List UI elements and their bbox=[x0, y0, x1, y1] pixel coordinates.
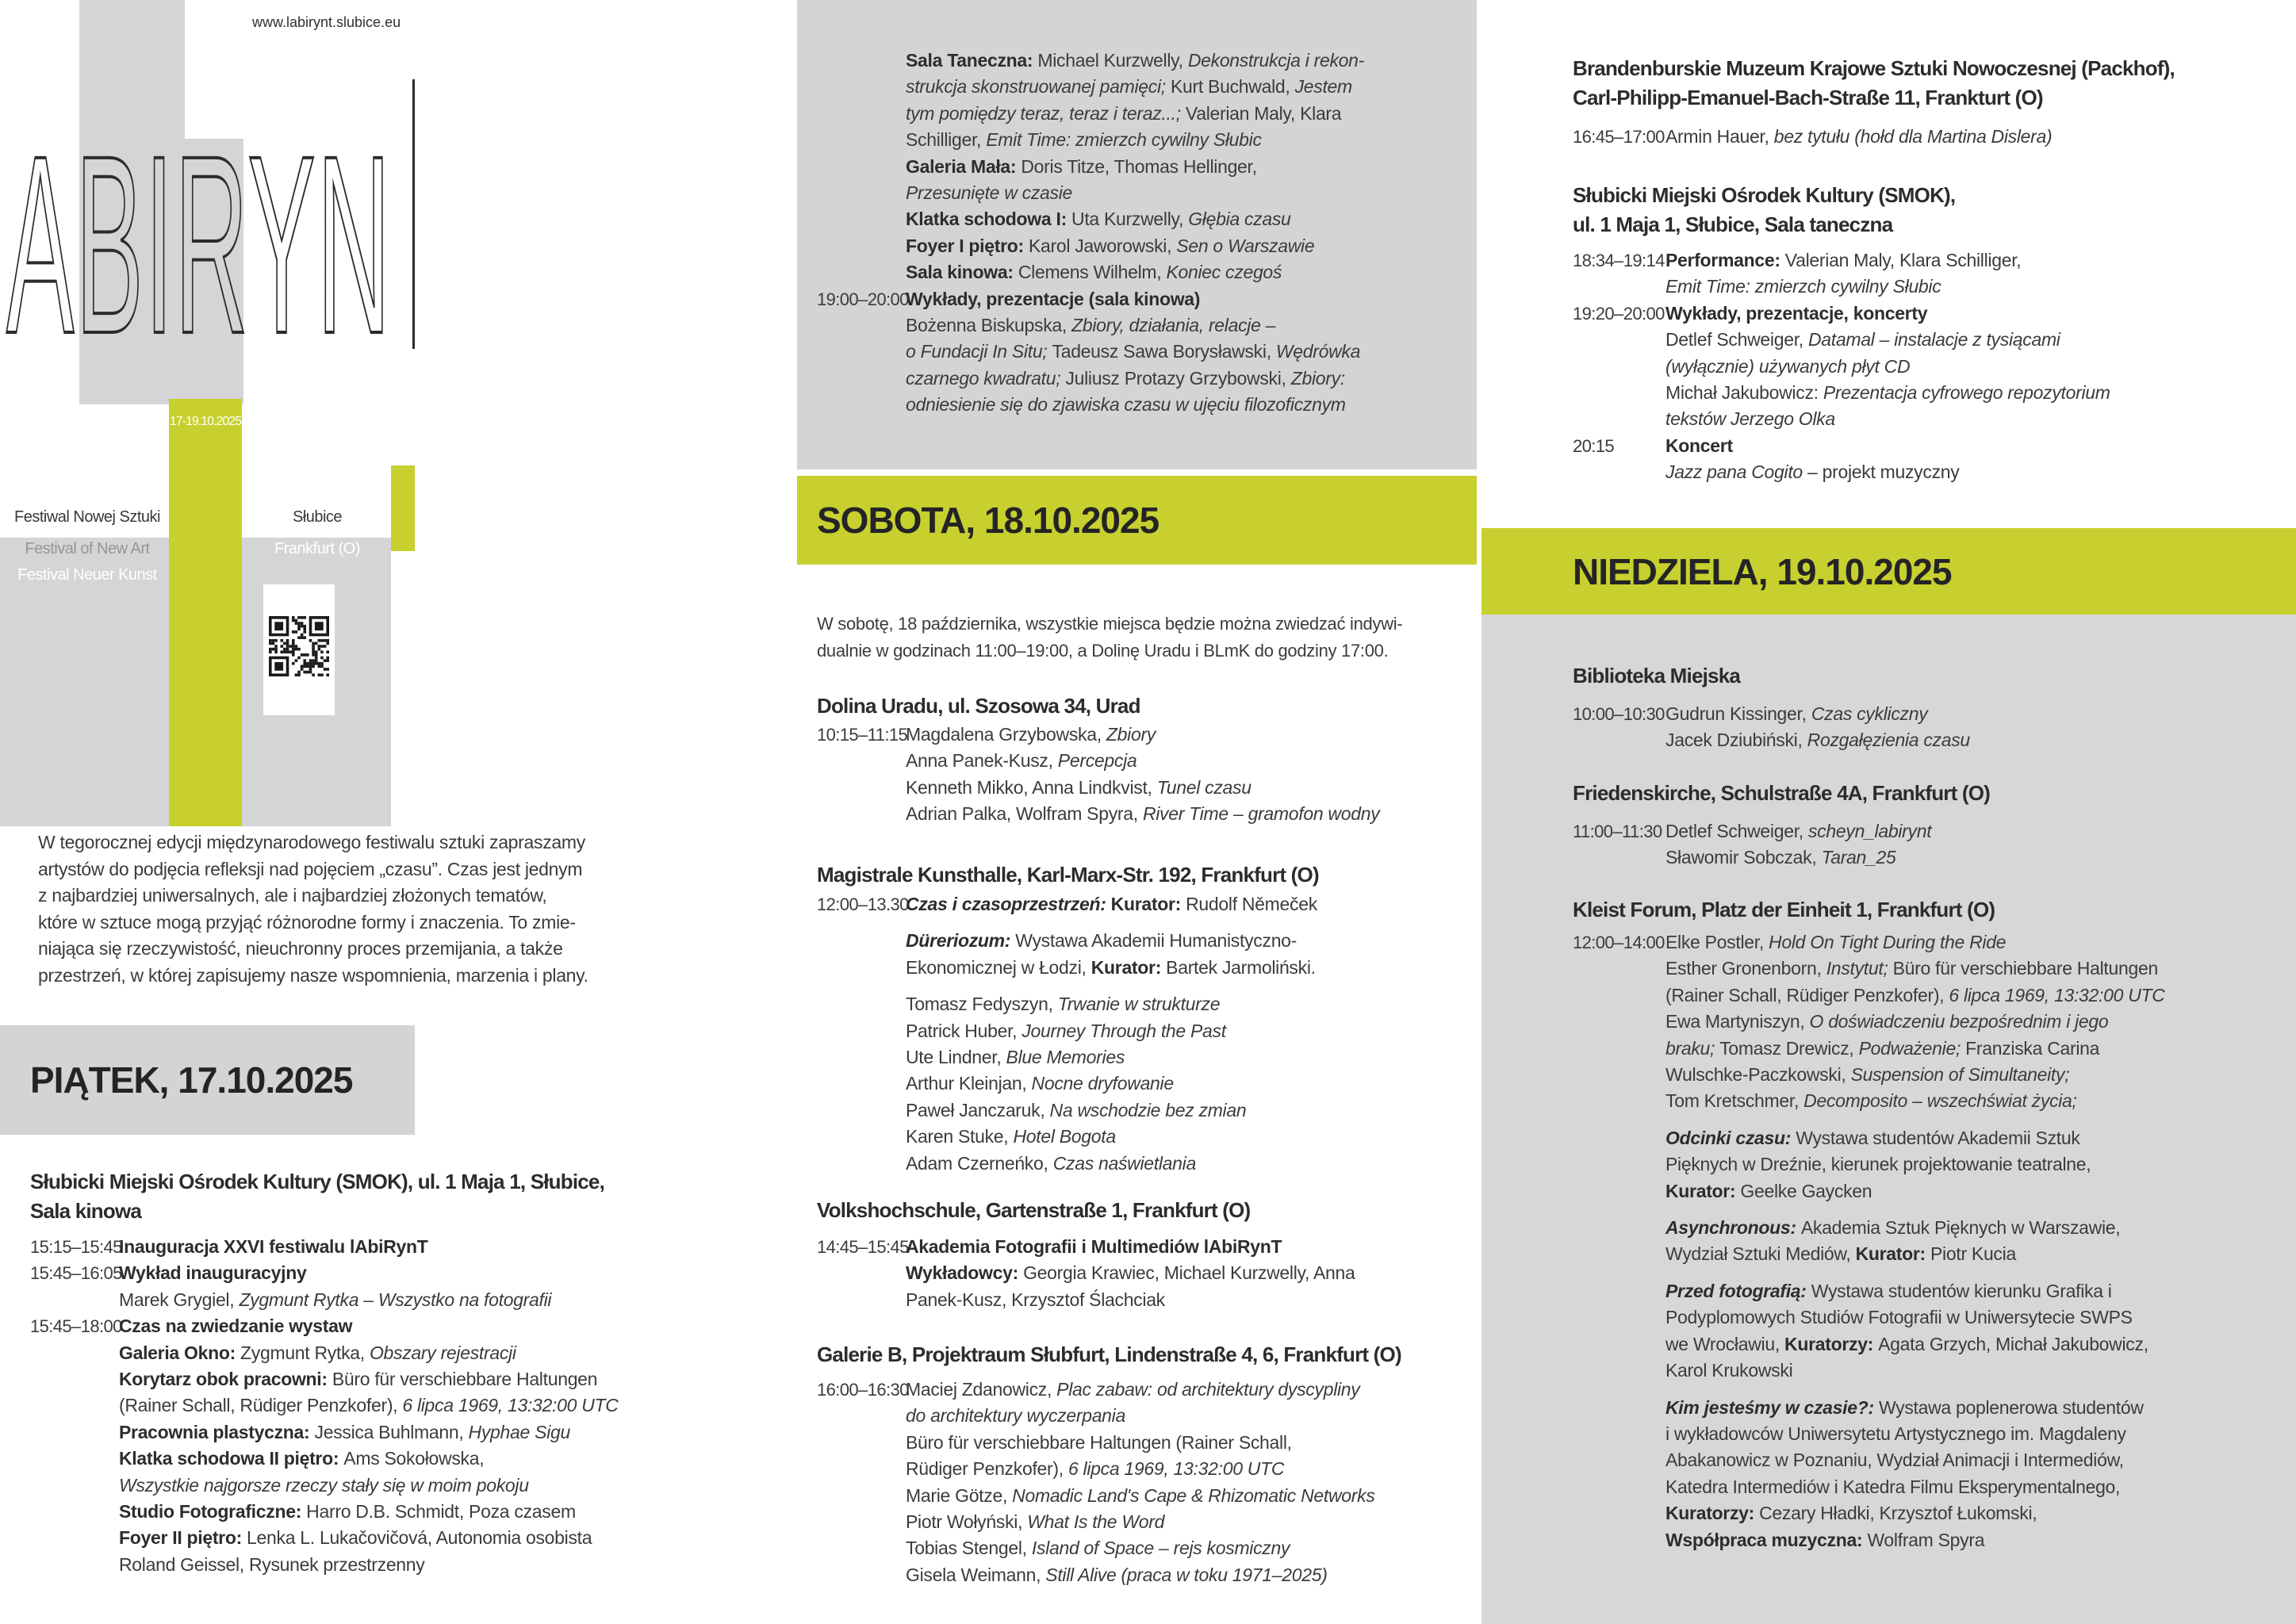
event-description: Adam Czerneńko, Czas naświetlania bbox=[906, 1152, 1196, 1174]
website-url: www.labirynt.slubice.eu bbox=[252, 14, 401, 30]
schedule-row bbox=[1573, 1178, 2165, 1205]
time-label: 15:45–18:00 bbox=[30, 1316, 122, 1337]
event-description: Wykłady, prezentacje, koncerty bbox=[1665, 302, 1928, 324]
schedule-row bbox=[1573, 982, 2165, 1009]
event-description: Galeria Mała: Doris Titze, Thomas Hellinger, bbox=[906, 155, 1257, 177]
event-description: braku; Tomasz Drewicz, Podważenie; Franziska Carina bbox=[1665, 1037, 2100, 1059]
schedule-row bbox=[1573, 354, 2110, 380]
event-description: Studio Fotograficzne: Harro D.B. Schmidt, Poza czasem bbox=[119, 1501, 576, 1522]
schedule-row bbox=[1573, 327, 2110, 353]
time-label: 19:20–20:00 bbox=[1573, 303, 1665, 324]
friday-band bbox=[0, 1025, 415, 1135]
time-label: 18:34–19:14 bbox=[1573, 251, 1665, 270]
schedule-row bbox=[817, 312, 1364, 339]
schedule-row bbox=[1573, 845, 1931, 871]
time-label: 10:00–10:30 bbox=[1573, 704, 1665, 724]
event-description: Gudrun Kissinger, Czas cykliczny bbox=[1665, 703, 1928, 724]
qr-code-icon bbox=[269, 616, 329, 676]
event-description: Tomasz Fedyszyn, Trwanie w strukturze bbox=[906, 994, 1221, 1015]
text-line: dualnie w godzinach 11:00–19:00, a Dolinę Uradu i BLmK do godziny 17:00. bbox=[817, 640, 1389, 661]
event-description: Paweł Janczaruk, Na wschodzie bez zmian bbox=[906, 1099, 1247, 1120]
time-label: 12:00–13.30 bbox=[817, 894, 909, 914]
schedule-row bbox=[1573, 956, 2165, 982]
event-description: Galeria Okno: Zygmunt Rytka, Obszary rejestracji bbox=[119, 1342, 516, 1363]
schedule-row bbox=[817, 1403, 1375, 1429]
event-description: Foyer II piętro: Lenka L. Lukačovičová, Autonomia osobista bbox=[119, 1527, 592, 1549]
event-description: do architektury wyczerpania bbox=[906, 1405, 1125, 1427]
event-description: Wszystkie najgorsze rzeczy stały się w moim pokoju bbox=[119, 1474, 529, 1496]
schedule-row bbox=[30, 1366, 619, 1392]
event-description: Współpraca muzyczna: Wolfram Spyra bbox=[1665, 1529, 1985, 1550]
logo-t-stem-icon bbox=[412, 79, 415, 349]
text-line: Słubicki Miejski Ośrodek Kultury (SMOK), bbox=[1573, 183, 1956, 207]
qr-code-box bbox=[263, 584, 335, 715]
schedule-row bbox=[30, 1525, 619, 1551]
schedule-row bbox=[817, 1044, 1317, 1071]
schedule-row bbox=[817, 1071, 1317, 1097]
schedule-row bbox=[817, 1535, 1375, 1561]
event-description: Przesunięte w czasie bbox=[906, 182, 1073, 204]
event-description: czarnego kwadratu; Juliusz Protazy Grzybowski, Zbiory: bbox=[906, 367, 1345, 389]
schedule-row bbox=[30, 1499, 619, 1525]
event-description: Odcinki czasu: Wystawa studentów Akademii Sztuk bbox=[1665, 1127, 2080, 1148]
schedule-row bbox=[817, 991, 1317, 1017]
dolina-uradu-schedule bbox=[817, 722, 1379, 828]
schedule-row bbox=[1573, 1421, 2165, 1447]
event-description: strukcja skonstruowanej pamięci; Kurt Buchwald, Jestem bbox=[906, 76, 1352, 98]
time-label: 15:45–16:05 bbox=[30, 1263, 122, 1284]
schedule-row bbox=[1573, 1395, 2165, 1421]
schedule-row bbox=[1573, 1088, 2165, 1114]
venue-dolina-uradu: Dolina Uradu, ul. Szosowa 34, Urad bbox=[817, 694, 1140, 718]
event-description: (Rainer Schall, Rüdiger Penzkofer), 6 lipca 1969, 13:32:00 UTC bbox=[119, 1395, 619, 1416]
schedule-row bbox=[1573, 1241, 2165, 1267]
text-line: Słubicki Miejski Ośrodek Kultury (SMOK), ul. 1 Maja 1, Słubice, bbox=[30, 1170, 605, 1193]
schedule-row bbox=[817, 74, 1364, 100]
event-description: Schilliger, Emit Time: zmierzch cywilny Słubic bbox=[906, 129, 1262, 151]
schedule-row bbox=[30, 1473, 619, 1499]
event-description: Esther Gronenborn, Instytut; Büro für verschiebbare Haltungen bbox=[1665, 958, 2158, 979]
schedule-row bbox=[1573, 380, 2110, 406]
event-description: tym pomiędzy teraz, teraz i teraz...; Valerian Maly, Klara bbox=[906, 102, 1342, 124]
event-description: Michał Jakubowicz: Prezentacja cyfrowego repozytorium bbox=[1665, 382, 2110, 404]
event-description: Piotr Wołyński, What Is the Word bbox=[906, 1511, 1165, 1533]
event-description: Elke Postler, Hold On Tight During the Ride bbox=[1665, 932, 2007, 952]
schedule-row bbox=[817, 286, 1364, 312]
event-description: Ewa Martyniszyn, O doświadczeniu bezpośrednim i jego bbox=[1665, 1011, 2109, 1032]
brandenburskie-schedule bbox=[1573, 124, 2052, 150]
decor-accent-square bbox=[391, 465, 415, 551]
text-line: niająca się rzeczywistość, nieuchronny proces przemijania, a także bbox=[38, 938, 563, 959]
schedule-row bbox=[1573, 1331, 2165, 1358]
event-description: Bożenna Biskupska, Zbiory, działania, relacje – bbox=[906, 315, 1276, 336]
event-description: Düreriozum: Wystawa Akademii Humanistyczno- bbox=[906, 930, 1297, 952]
event-description: (wyłącznie) używanych płyt CD bbox=[1665, 355, 1911, 377]
event-description: Karen Stuke, Hotel Bogota bbox=[906, 1126, 1116, 1147]
time-label: 11:00–11:30 bbox=[1573, 822, 1662, 841]
festival-name-pl: Festiwal Nowej Sztuki bbox=[13, 508, 160, 526]
smok-evening-schedule bbox=[1573, 247, 2110, 486]
schedule-row bbox=[1573, 727, 1970, 753]
venue-brandenburskie-muzeum bbox=[1573, 54, 2175, 113]
event-description: Marie Götze, Nomadic Land's Cape & Rhizomatic Networks bbox=[906, 1484, 1375, 1506]
event-description: Armin Hauer, bez tytułu (hołd dla Martina Dislera) bbox=[1665, 126, 2053, 147]
schedule-row bbox=[1573, 247, 2110, 274]
schedule-row bbox=[30, 1552, 619, 1578]
saturday-band bbox=[797, 476, 1477, 565]
event-description: Akademia Fotografii i Multimediów lAbiRynT bbox=[906, 1236, 1282, 1257]
time-label: 16:00–16:30 bbox=[817, 1380, 909, 1400]
event-description: Kenneth Mikko, Anna Lindkvist, Tunel czasu bbox=[906, 776, 1251, 798]
event-description: Podyplomowych Studiów Fotografii w Uniwersytecie SWPS bbox=[1665, 1307, 2133, 1328]
event-description: Detlef Schweiger, scheyn_labirynt bbox=[1665, 821, 1932, 841]
event-description: Ekonomicznej w Łodzi, Kurator: Bartek Jarmoliński. bbox=[906, 956, 1316, 978]
schedule-row bbox=[817, 801, 1379, 827]
schedule-row bbox=[1573, 1447, 2165, 1473]
friedenskirche-schedule bbox=[1573, 818, 1931, 871]
schedule-row bbox=[1573, 818, 1931, 845]
time-label: 12:00–14:00 bbox=[1573, 933, 1665, 952]
event-description: Klatka schodowa II piętro: Ams Sokołowska, bbox=[119, 1448, 485, 1469]
text-line: które w sztuce mogą przyjąć różnorodne formy i znaczenia. To zmie- bbox=[38, 911, 576, 933]
schedule-row bbox=[817, 1430, 1375, 1456]
schedule-row bbox=[1573, 1474, 2165, 1500]
schedule-row bbox=[30, 1446, 619, 1472]
schedule-row bbox=[817, 1287, 1355, 1313]
schedule-row bbox=[1573, 124, 2052, 150]
schedule-row bbox=[1573, 433, 2110, 459]
event-description: Magdalena Grzybowska, Zbiory bbox=[906, 724, 1156, 745]
event-description: Panek-Kusz, Krzysztof Ślachciak bbox=[906, 1289, 1165, 1310]
event-description: Przed fotografią: Wystawa studentów kierunku Grafika i bbox=[1665, 1280, 2112, 1301]
schedule-row bbox=[1573, 1215, 2165, 1241]
venue-kleist-forum: Kleist Forum, Platz der Einheit 1, Frankfurt (O) bbox=[1573, 898, 1995, 921]
schedule-row bbox=[1573, 1358, 2165, 1384]
galerie-b-schedule bbox=[817, 1377, 1375, 1588]
event-description: Büro für verschiebbare Haltungen (Rainer Schall, bbox=[906, 1431, 1292, 1453]
text-line: Carl-Philipp-Emanuel-Bach-Straße 11, Frankturt (O) bbox=[1573, 86, 2043, 109]
schedule-row bbox=[817, 775, 1379, 801]
schedule-row bbox=[817, 101, 1364, 127]
event-description: Adrian Palka, Wolfram Spyra, River Time – gramofon wodny bbox=[906, 803, 1380, 825]
venue-biblioteka-miejska: Biblioteka Miejska bbox=[1573, 664, 1741, 688]
event-description: Pięknych w Dreźnie, kierunek projektowanie teatralne, bbox=[1665, 1154, 2091, 1175]
sunday-title: NIEDZIELA, 19.10.2025 bbox=[1573, 550, 1952, 592]
event-description: Kim jesteśmy w czasie?: Wystawa poplenerowa studentów bbox=[1665, 1396, 2144, 1418]
event-description: Katedra Intermediów i Katedra Filmu Eksperymentalnego, bbox=[1665, 1476, 2121, 1497]
festival-name-de: Festival Neuer Kunst bbox=[17, 566, 157, 584]
event-description: Tobias Stengel, Island of Space – rejs kosmiczny bbox=[906, 1538, 1290, 1559]
text-line: W sobotę, 18 października, wszystkie miejsca będzie można zwiedzać indywi- bbox=[817, 614, 1403, 634]
event-description: Ute Lindner, Blue Memories bbox=[906, 1047, 1125, 1068]
event-description: Tom Kretschmer, Decomposito – wszechświat życia; bbox=[1665, 1090, 2077, 1112]
schedule-row bbox=[817, 339, 1364, 365]
festival-logo: ABIRYN bbox=[6, 102, 393, 386]
friday-cont-schedule bbox=[817, 48, 1364, 419]
schedule-row bbox=[817, 1377, 1375, 1403]
schedule-row bbox=[30, 1287, 619, 1313]
time-label: 15:15–15:45 bbox=[30, 1237, 122, 1257]
schedule-row bbox=[817, 748, 1379, 774]
event-description: Sala Taneczna: Michael Kurzwelly, Dekonstrukcja i rekon- bbox=[906, 50, 1365, 71]
event-description: Sławomir Sobczak, Taran_25 bbox=[1665, 847, 1896, 868]
event-description: Klatka schodowa I: Uta Kurzwelly, Głębia czasu bbox=[906, 209, 1291, 230]
schedule-row bbox=[30, 1234, 619, 1260]
venue-magistrale: Magistrale Kunsthalle, Karl-Marx-Str. 192, Frankfurt (O) bbox=[817, 863, 1319, 887]
schedule-row bbox=[1573, 1527, 2165, 1553]
event-description: Korytarz obok pracowni: Büro für verschiebbare Haltungen bbox=[119, 1369, 598, 1390]
text-line: artystów do podjęcia refleksji nad pojęciem „czasu”. Czas jest jednym bbox=[38, 858, 583, 879]
intro-paragraph bbox=[38, 829, 588, 989]
schedule-row bbox=[817, 180, 1364, 206]
schedule-row bbox=[817, 722, 1379, 748]
event-description: Arthur Kleinjan, Nocne dryfowanie bbox=[906, 1073, 1174, 1094]
event-description: Rüdiger Penzkofer), 6 lipca 1969, 13:32:00 UTC bbox=[906, 1458, 1285, 1480]
event-description: we Wrocławiu, Kuratorzy: Agata Grzych, Michał Jakubowicz, bbox=[1665, 1333, 2148, 1354]
time-label: 10:15–11:15 bbox=[817, 725, 908, 745]
schedule-row bbox=[1573, 274, 2110, 300]
schedule-row bbox=[1573, 1062, 2165, 1088]
event-description: Kuratorzy: Cezary Hładki, Krzysztof Łukomski, bbox=[1665, 1503, 2037, 1524]
schedule-row bbox=[817, 1124, 1317, 1150]
schedule-row bbox=[1573, 1009, 2165, 1035]
friday-schedule bbox=[30, 1234, 619, 1578]
event-description: Jacek Dziubiński, Rozgałęzienia czasu bbox=[1665, 730, 1970, 751]
schedule-row bbox=[817, 1018, 1317, 1044]
event-description: Marek Grygiel, Zygmunt Rytka – Wszystko na fotografii bbox=[119, 1289, 552, 1310]
schedule-row bbox=[817, 154, 1364, 180]
event-description: Emit Time: zmierzch cywilny Słubic bbox=[1665, 276, 1941, 297]
schedule-row bbox=[817, 127, 1364, 153]
friday-venue-heading bbox=[30, 1167, 604, 1226]
schedule-row bbox=[1573, 1151, 2165, 1178]
event-description: Koncert bbox=[1665, 435, 1733, 456]
event-description: Wydział Sztuki Mediów, Kurator: Piotr Kucia bbox=[1665, 1243, 2016, 1265]
event-description: Kurator: Geelke Gaycken bbox=[1665, 1180, 1872, 1201]
schedule-row bbox=[30, 1340, 619, 1366]
festival-name-en: Festival of New Art bbox=[25, 540, 150, 557]
schedule-row bbox=[1573, 1278, 2165, 1304]
schedule-row bbox=[30, 1392, 619, 1419]
event-description: Detlef Schweiger, Datamal – instalacje z tysiącami bbox=[1665, 329, 2060, 350]
event-description: (Rainer Schall, Rüdiger Penzkofer), 6 lipca 1969, 13:32:00 UTC bbox=[1665, 984, 2165, 1005]
schedule-row bbox=[1573, 1125, 2165, 1151]
schedule-row bbox=[817, 206, 1364, 232]
text-line: z najbardziej uniwersalnych, ale i najbardziej złożonych tematów, bbox=[38, 885, 547, 906]
event-description: Karol Krukowski bbox=[1665, 1360, 1793, 1381]
event-description: tekstów Jerzego Olka bbox=[1665, 408, 1835, 430]
time-label: 19:00–20:00 bbox=[817, 289, 909, 309]
event-description: Foyer I piętro: Karol Jaworowski, Sen o Warszawie bbox=[906, 235, 1315, 256]
schedule-row bbox=[30, 1260, 619, 1286]
event-description: Maciej Zdanowicz, Plac zabaw: od architektury dyscypliny bbox=[906, 1379, 1360, 1400]
event-description: Czas na zwiedzanie wystaw bbox=[119, 1316, 353, 1337]
text-line: ul. 1 Maja 1, Słubice, Sala taneczna bbox=[1573, 213, 1893, 236]
venue-smok-sala-taneczna bbox=[1573, 181, 1955, 239]
city-slubice: Słubice bbox=[292, 508, 343, 526]
time-label: 20:15 bbox=[1573, 435, 1615, 456]
event-description: Roland Geissel, Rysunek przestrzenny bbox=[119, 1553, 425, 1575]
saturday-intro bbox=[817, 611, 1402, 664]
text-line: Sala kinowa bbox=[30, 1199, 142, 1223]
event-description: Inauguracja XXVI festiwalu lAbiRynT bbox=[119, 1236, 428, 1257]
schedule-row bbox=[817, 1456, 1375, 1482]
text-line: Brandenburskie Muzeum Krajowe Sztuki Nowoczesnej (Packhof), bbox=[1573, 56, 2175, 80]
schedule-row bbox=[817, 1509, 1375, 1535]
venue-galerie-b: Galerie B, Projektraum Słubfurt, Lindenstraße 4, 6, Frankfurt (O) bbox=[817, 1342, 1401, 1366]
saturday-title: SOBOTA, 18.10.2025 bbox=[817, 500, 1159, 541]
text-line: przestrzeń, w której zapisujemy nasze wspomnienia, marzenia i plany. bbox=[38, 964, 588, 986]
schedule-row bbox=[30, 1313, 619, 1339]
volkshochschule-schedule bbox=[817, 1234, 1355, 1313]
schedule-row bbox=[1573, 929, 2165, 956]
festival-dates: 17-19.10.2025 bbox=[169, 415, 242, 428]
event-description: odniesienie się do zjawiska czasu w ujęciu filozoficznym bbox=[906, 394, 1346, 416]
kleist-forum-schedule bbox=[1573, 929, 2165, 1553]
schedule-row bbox=[1573, 1500, 2165, 1526]
sunday-band bbox=[1481, 528, 2296, 615]
time-label: 14:45–15:45 bbox=[817, 1237, 909, 1257]
friday-title: PIĄTEK, 17.10.2025 bbox=[30, 1059, 353, 1101]
event-description: o Fundacji In Situ; Tadeusz Sawa Borysławski, Wędrówka bbox=[906, 341, 1361, 362]
schedule-row bbox=[817, 928, 1317, 954]
event-description: Gisela Weimann, Still Alive (praca w toku 1971–2025) bbox=[906, 1564, 1328, 1585]
festival-dates-bar bbox=[169, 399, 242, 826]
event-description: Pracownia plastyczna: Jessica Buhlmann, Hyphae Sigu bbox=[119, 1421, 570, 1442]
text-line: W tegorocznej edycji międzynarodowego festiwalu sztuki zapraszamy bbox=[38, 832, 585, 852]
schedule-row bbox=[1573, 701, 1970, 727]
schedule-row bbox=[817, 1562, 1375, 1588]
schedule-row bbox=[1573, 1304, 2165, 1331]
biblioteka-schedule bbox=[1573, 701, 1970, 754]
event-description: Wykład inauguracyjny bbox=[119, 1262, 307, 1284]
schedule-row bbox=[1573, 301, 2110, 327]
schedule-row bbox=[817, 1234, 1355, 1260]
schedule-row bbox=[817, 1097, 1317, 1124]
time-label: 16:45–17:00 bbox=[1573, 127, 1665, 147]
schedule-row bbox=[817, 955, 1317, 981]
schedule-row bbox=[817, 1151, 1317, 1177]
schedule-row bbox=[817, 366, 1364, 392]
event-description: Sala kinowa: Clemens Wilhelm, Koniec czegoś bbox=[906, 262, 1282, 283]
event-description: Abakanowicz w Poznaniu, Wydział Animacji i Intermediów, bbox=[1665, 1450, 2124, 1471]
event-description: Wykładowcy: Georgia Krawiec, Michael Kurzwelly, Anna bbox=[906, 1262, 1355, 1284]
magistrale-schedule bbox=[817, 891, 1317, 1177]
schedule-row bbox=[817, 1260, 1355, 1286]
schedule-row bbox=[1573, 459, 2110, 485]
event-description: Jazz pana Cogito – projekt muzyczny bbox=[1665, 462, 1960, 483]
event-description: Czas i czasoprzestrzeń: Kurator: Rudolf Němeček bbox=[906, 894, 1317, 914]
schedule-row bbox=[817, 48, 1364, 74]
event-description: Wykłady, prezentacje (sala kinowa) bbox=[906, 288, 1201, 309]
city-frankfurt: Frankfurt (O) bbox=[274, 540, 360, 557]
schedule-row bbox=[30, 1419, 619, 1446]
schedule-row bbox=[817, 1483, 1375, 1509]
event-description: Wulschke-Paczkowski, Suspension of Simultaneity; bbox=[1665, 1064, 2070, 1086]
schedule-row bbox=[817, 259, 1364, 285]
schedule-row bbox=[1573, 1036, 2165, 1062]
schedule-row bbox=[817, 233, 1364, 259]
schedule-row bbox=[817, 392, 1364, 418]
venue-volkshochschule: Volkshochschule, Gartenstraße 1, Frankfurt (O) bbox=[817, 1198, 1251, 1222]
event-description: Asynchronous: Akademia Sztuk Pięknych w Warszawie, bbox=[1665, 1217, 2121, 1239]
event-description: Anna Panek-Kusz, Percepcja bbox=[906, 750, 1137, 772]
schedule-row bbox=[1573, 406, 2110, 432]
venue-friedenskirche: Friedenskirche, Schulstraße 4A, Frankfurt (O) bbox=[1573, 781, 1991, 805]
event-description: Performance: Valerian Maly, Klara Schilliger, bbox=[1665, 250, 2022, 270]
event-description: i wykładowców Uniwersytetu Artystycznego im. Magdaleny bbox=[1665, 1423, 2126, 1444]
event-description: Patrick Huber, Journey Through the Past bbox=[906, 1020, 1226, 1041]
schedule-row bbox=[817, 891, 1317, 917]
